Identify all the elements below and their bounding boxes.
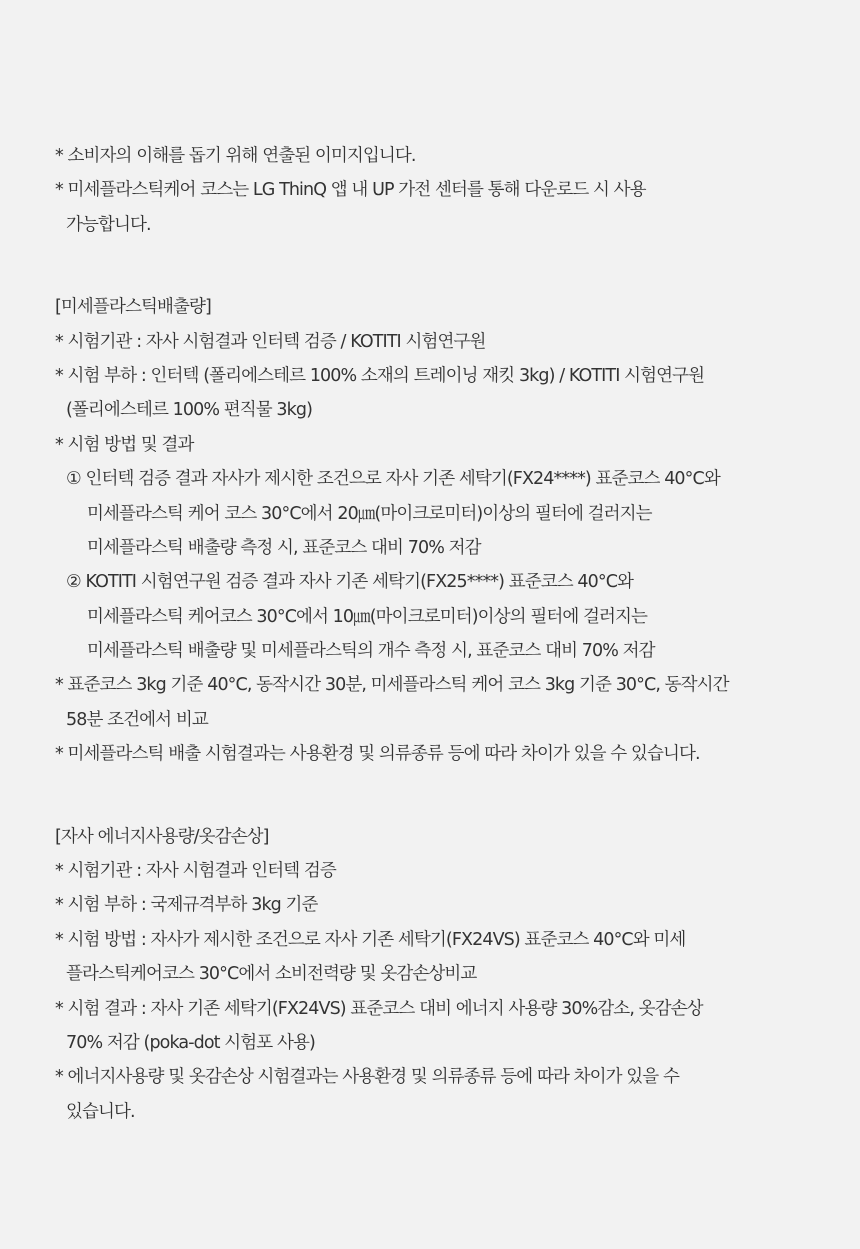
energy-line: 있습니다. [66, 1101, 135, 1122]
microplastic-line: * 시험 부하 : 인터텍 (폴리에스테르 100% 소재의 트레이닝 재킷 3kg) / KOTITI 시험연구원 [55, 365, 705, 386]
microplastic-line: 미세플라스틱 배출량 측정 시, 표준코스 대비 70% 저감 [87, 537, 481, 558]
microplastic-line: * 표준코스 3kg 기준 40°C, 동작시간 30분, 미세플라스틱 케어 코스 3kg 기준 30°C, 동작시간 [55, 675, 729, 696]
energy-line: * 시험 부하 : 국제규격부하 3kg 기준 [55, 895, 318, 916]
microplastic-line: 미세플라스틱 배출량 및 미세플라스틱의 개수 측정 시, 표준코스 대비 70% 저감 [87, 641, 655, 662]
microplastic-line: 미세플라스틱 케어코스 30°C에서 10㎛(마이크로미터)이상의 필터에 걸러지는 [87, 606, 648, 627]
microplastic-line: * 시험기관 : 자사 시험결과 인터텍 검증 / KOTITI 시험연구원 [55, 331, 486, 352]
note-line: 가능합니다. [66, 214, 151, 235]
energy-line: * 시험 방법 : 자사가 제시한 조건으로 자사 기존 세탁기(FX24VS) 표준코스 40°C와 미세 [55, 929, 686, 950]
section-heading-microplastic: [미세플라스틱배출량] [55, 297, 211, 318]
energy-line: 70% 저감 (poka-dot 시험포 사용) [66, 1032, 315, 1053]
note-line: * 미세플라스틱케어 코스는 LG ThinQ 앱 내 UP 가전 센터를 통해 다운로드 시 사용 [55, 180, 646, 201]
microplastic-line: (폴리에스테르 100% 편직물 3kg) [66, 400, 312, 421]
disclaimer-document [55, 139, 855, 1129]
energy-line: * 시험 결과 : 자사 기존 세탁기(FX24VS) 표준코스 대비 에너지 사용량 30%감소, 옷감손상 [55, 998, 703, 1019]
note-line: * 소비자의 이해를 돕기 위해 연출된 이미지입니다. [55, 146, 416, 166]
energy-line: 플라스틱케어코스 30°C에서 소비전력량 및 옷감손상비교 [66, 964, 477, 985]
microplastic-line: ① 인터텍 검증 결과 자사가 제시한 조건으로 자사 기존 세탁기(FX24****) 표준코스 40°C와 [66, 469, 720, 490]
microplastic-line: 미세플라스틱 케어 코스 30°C에서 20㎛(마이크로미터)이상의 필터에 걸러지는 [87, 503, 652, 524]
section-heading-energy: [자사 에너지사용량/옷감손상] [55, 826, 269, 847]
microplastic-line: ② KOTITI 시험연구원 검증 결과 자사 기존 세탁기(FX25****) 표준코스 40°C와 [66, 572, 634, 593]
energy-line: * 에너지사용량 및 옷감손상 시험결과는 사용환경 및 의류종류 등에 따라 차이가 있을 수 [55, 1067, 679, 1088]
microplastic-line: * 시험 방법 및 결과 [55, 434, 194, 455]
microplastic-line: 58분 조건에서 비교 [66, 709, 208, 730]
microplastic-line: * 미세플라스틱 배출 시험결과는 사용환경 및 의류종류 등에 따라 차이가 있을 수 있습니다. [55, 744, 700, 765]
energy-line: * 시험기관 : 자사 시험결과 인터텍 검증 [55, 861, 336, 882]
